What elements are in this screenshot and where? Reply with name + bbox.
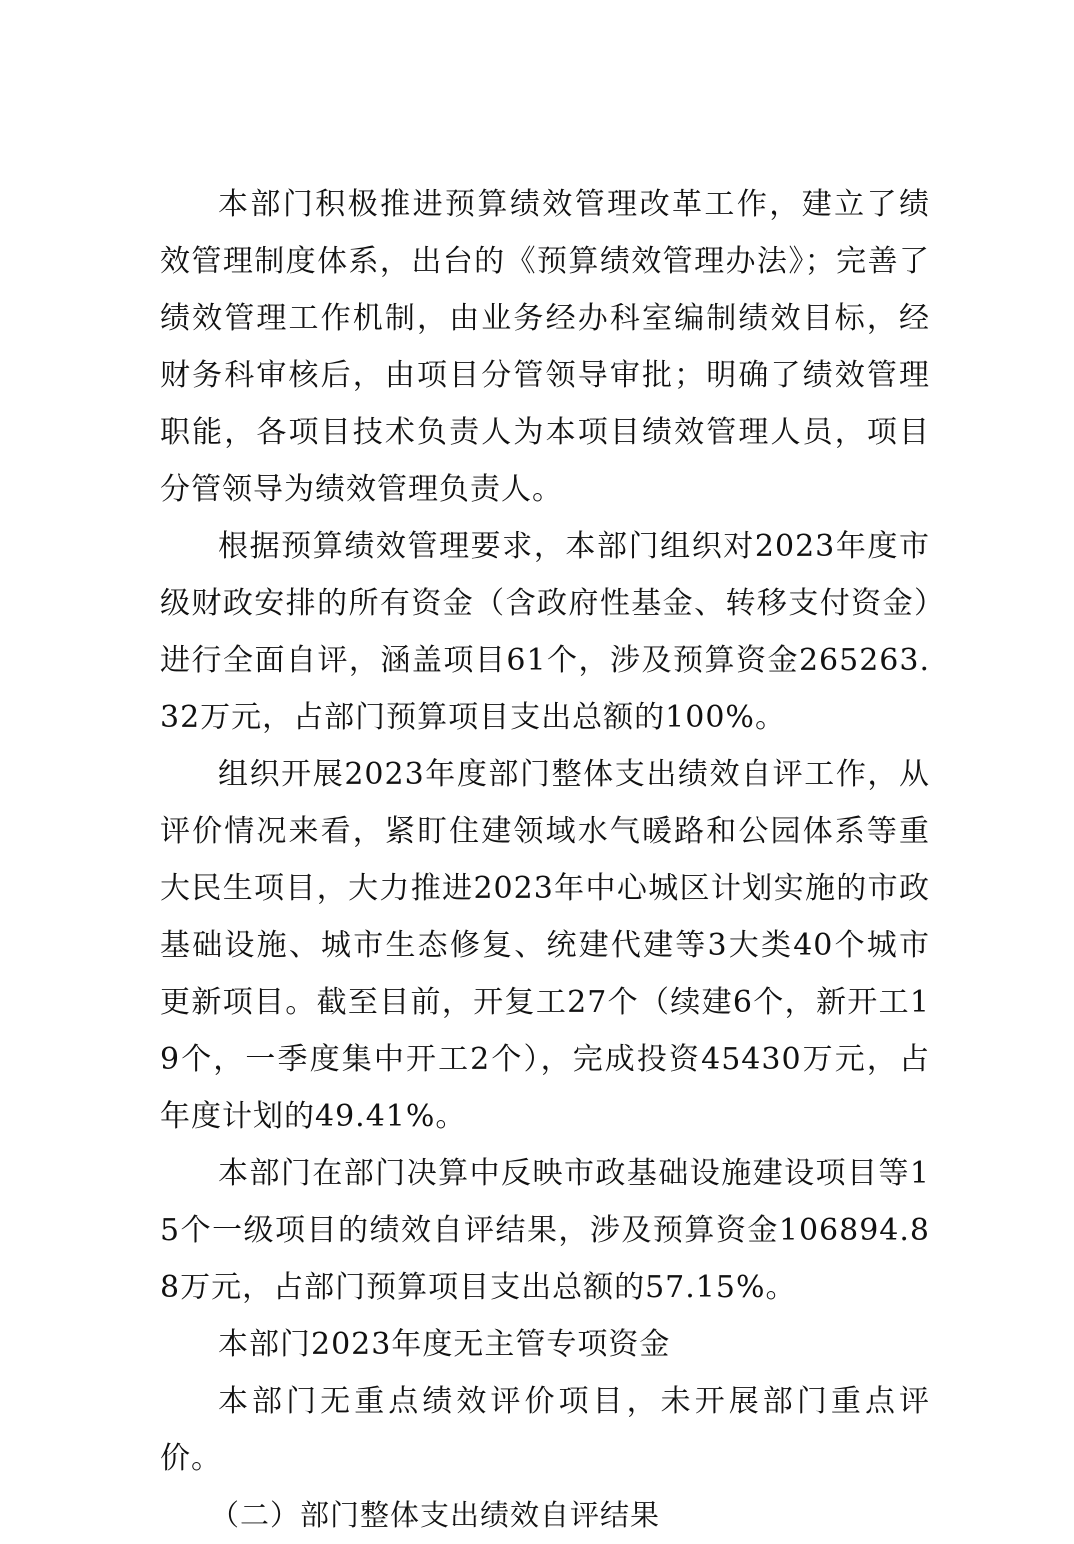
document-body <box>160 176 930 1544</box>
paragraph-overall-expenditure-evaluation: 组织开展2023年度部门整体支出绩效自评工作，从评价情况来看，紧盯住建领域水气暖路和公园体系等重大民生项目，大力推进2023年中心城区计划实施的市政基础设施、城市生态修复、统建代建等3大类40个城市更新项目。截至目前，开复工27个（续建6个，新开工19个，一季度集中开工2个），完成投资45430万元，占年度计划的49.41%。 <box>160 757 930 1134</box>
paragraph-self-evaluation-scope: 根据预算绩效管理要求，本部门组织对2023年度市级财政安排的所有资金（含政府性基金、转移支付资金）进行全面自评，涵盖项目61个，涉及预算资金265263.32万元，占部门预算项目支出总额的100%。 <box>160 529 930 735</box>
paragraph-key-evaluation: 本部门无重点绩效评价项目，未开展部门重点评价。 <box>160 1384 930 1476</box>
section-heading: （二）部门整体支出绩效自评结果 <box>210 1498 661 1532</box>
paragraph-final-accounts-projects: 本部门在部门决算中反映市政基础设施建设项目等15个一级项目的绩效自评结果，涉及预算资金106894.88万元，占部门预算项目支出总额的57.15%。 <box>160 1156 930 1305</box>
paragraph-special-funds: 本部门2023年度无主管专项资金 <box>218 1327 671 1362</box>
paragraph-performance-system: 本部门积极推进预算绩效管理改革工作，建立了绩效管理制度体系，出台的《预算绩效管理办法》；完善了绩效管理工作机制，由业务经办科室编制绩效目标，经财务科审核后，由项目分管领导审批；明确了绩效管理职能，各项目技术负责人为本项目绩效管理人员，项目分管领导为绩效管理负责人。 <box>160 187 930 507</box>
